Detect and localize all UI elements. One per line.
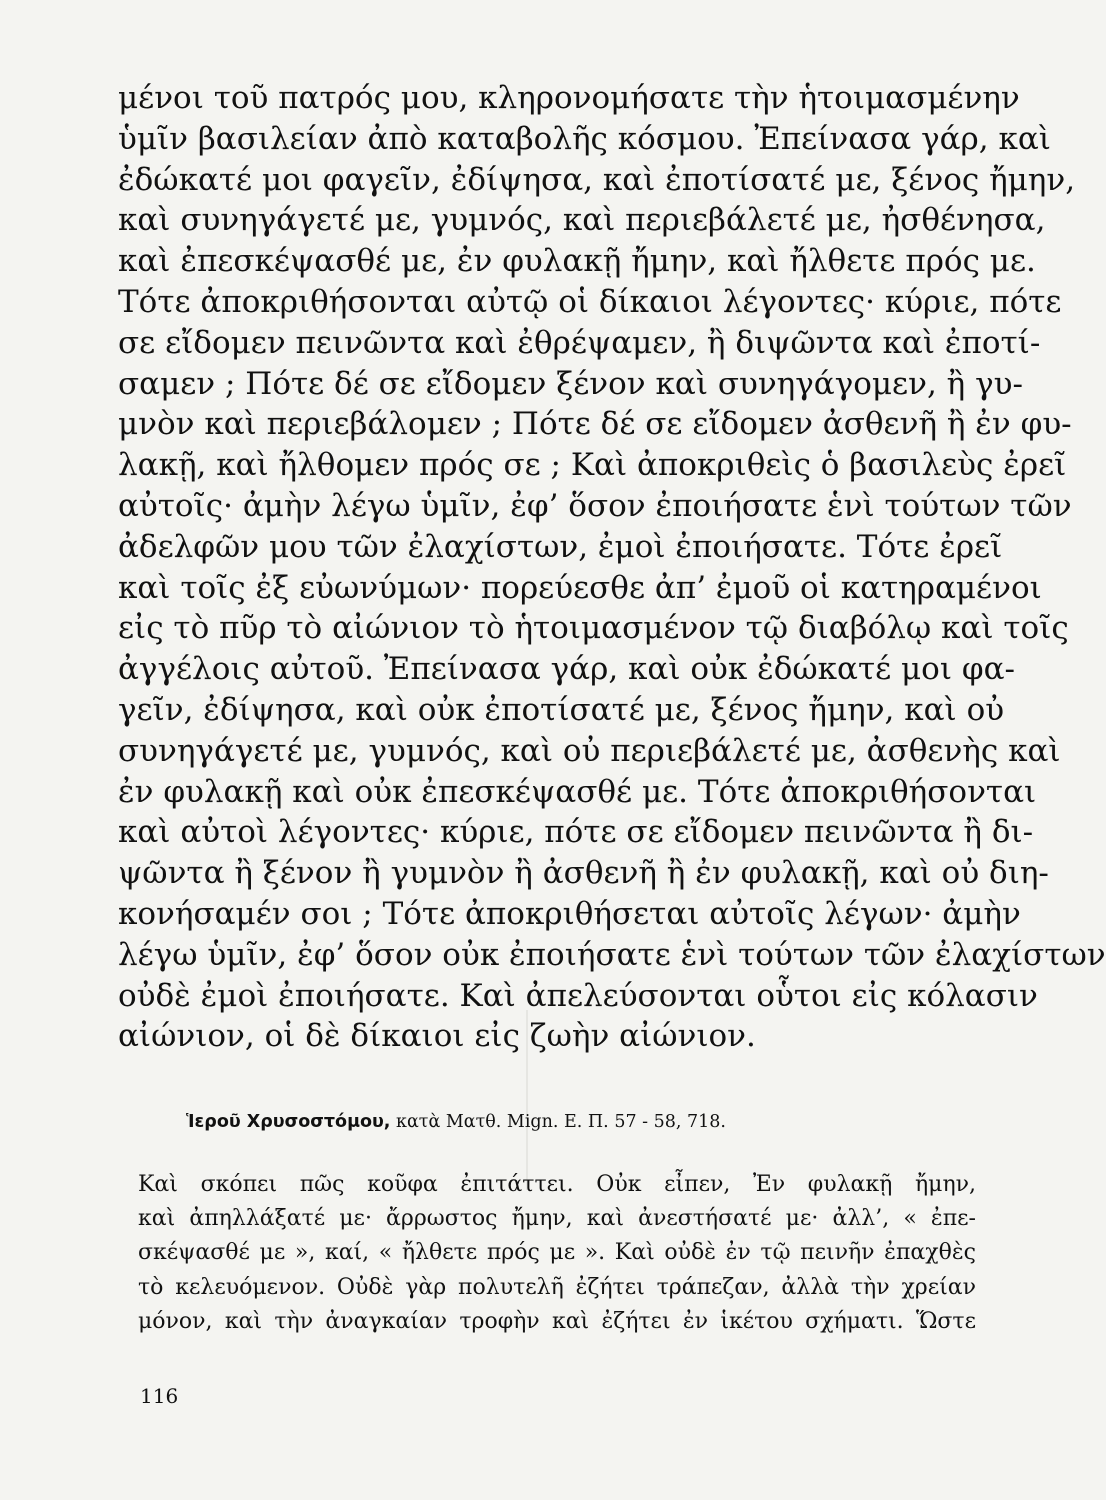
text-line: γεῖν, ἐδίψησα, καὶ οὐκ ἐποτίσατέ με, ξένος ἤμην, καὶ οὐ (118, 691, 1005, 728)
text-line: ἀδελφῶν μου τῶν ἐλαχίστων, ἐμοὶ ἐποιήσατε. Τότε ἐρεῖ (118, 528, 1003, 565)
text-line: εἰς τὸ πῦρ τὸ αἰώνιον τὸ ἡτοιμασμένον τῷ διαβόλῳ καὶ τοῖς (118, 610, 1069, 647)
commentary-line: Καὶ σκόπει πῶς κοῦφα ἐπιτάττει. Οὐκ εἶπεν, Ἐν φυλακῇ ἤμην, (138, 1172, 976, 1197)
page-number: 116 (140, 1384, 179, 1408)
text-line: αὐτοῖς· ἀμὴν λέγω ὑμῖν, ἐφ’ ὅσον ἐποιήσατε ἑνὶ τούτων τῶν (118, 487, 1072, 524)
text-line: ὑμῖν βασιλείαν ἀπὸ καταβολῆς κόσμου. Ἐπείνασα γάρ, καὶ (118, 120, 1051, 157)
text-line: καὶ αὐτοὶ λέγοντες· κύριε, πότε σε εἴδομεν πεινῶντα ἢ δι- (118, 814, 1034, 851)
text-line: κονήσαμέν σοι ; Τότε ἀποκριθήσεται αὐτοῖς λέγων· ἀμὴν (118, 895, 1021, 932)
commentary-passage (138, 1168, 976, 1339)
citation-reference: κατὰ Ματθ. Mign. E. Π. 57 - 58, 718. (396, 1112, 726, 1132)
commentary-line: μόνον, καὶ τὴν ἀναγκαίαν τροφὴν καὶ ἐζήτει ἐν ἱκέτου σχήματι. Ὥστε (138, 1308, 976, 1334)
text-line: οὐδὲ ἐμοὶ ἐποιήσατε. Καὶ ἀπελεύσονται οὗτοι εἰς κόλασιν (118, 977, 1038, 1014)
citation-author: Ἱεροῦ Χρυσοστόμου, (186, 1112, 391, 1132)
text-line: σε εἴδομεν πεινῶντα καὶ ἐθρέψαμεν, ἢ διψῶντα καὶ ἐποτί- (118, 324, 1041, 361)
text-line: Τότε ἀποκριθήσονται αὐτῷ οἱ δίκαιοι λέγοντες· κύριε, πότε (118, 283, 1062, 320)
text-line: καὶ τοῖς ἐξ εὐωνύμων· πορεύεσθε ἀπ’ ἐμοῦ οἱ κατηραμένοι (118, 569, 1042, 606)
text-line: συνηγάγετέ με, γυμνός, καὶ οὐ περιεβάλετέ με, ἀσθενὴς καὶ (118, 732, 1061, 769)
text-line: ἐν φυλακῇ καὶ οὐκ ἐπεσκέψασθέ με. Τότε ἀποκριθήσονται (118, 773, 1037, 810)
commentary-line: καὶ ἀπηλλάξατέ με· ἄρρωστος ἤμην, καὶ ἀνεστήσατέ με· ἀλλ’, « ἐπε- (138, 1206, 976, 1232)
text-line: αἰώνιον, οἱ δὲ δίκαιοι εἰς ζωὴν αἰώνιον. (118, 1018, 756, 1055)
text-line: καὶ ἐπεσκέψασθέ με, ἐν φυλακῇ ἤμην, καὶ ἤλθετε πρός με. (118, 243, 1036, 280)
source-citation (186, 1112, 726, 1132)
text-line: μνὸν καὶ περιεβάλομεν ; Πότε δέ σε εἴδομεν ἀσθενῆ ἢ ἐν φυ- (118, 406, 1072, 443)
text-line: καὶ συνηγάγετέ με, γυμνός, καὶ περιεβάλετέ με, ἠσθένησα, (118, 202, 1046, 239)
text-line: ψῶντα ἢ ξένον ἢ γυμνὸν ἢ ἀσθενῆ ἢ ἐν φυλακῇ, καὶ οὐ διη- (118, 855, 1049, 892)
text-line: μένοι τοῦ πατρός μου, κληρονομήσατε τὴν ἡτοιμασμένην (118, 80, 1020, 116)
text-line: ἐδώκατέ μοι φαγεῖν, ἐδίψησα, καὶ ἐποτίσατέ με, ξένος ἤμην, (118, 161, 1076, 198)
scripture-passage (118, 78, 1106, 1057)
text-line: λέγω ὑμῖν, ἐφ’ ὅσον οὐκ ἐποιήσατε ἑνὶ τούτων τῶν ἐλαχίστων (118, 936, 1106, 973)
commentary-line: σκέψασθέ με », καί, « ἤλθετε πρός με ». Καὶ οὐδὲ ἐν τῷ πεινῆν ἐπαχθὲς (138, 1240, 976, 1266)
text-line: σαμεν ; Πότε δέ σε εἴδομεν ξένον καὶ συνηγάγομεν, ἢ γυ- (118, 365, 1023, 402)
commentary-line: τὸ κελευόμενον. Οὐδὲ γὰρ πολυτελῆ ἐζήτει τράπεζαν, ἀλλὰ τὴν χρείαν (138, 1274, 976, 1300)
text-line: λακῇ, καὶ ἤλθομεν πρός σε ; Καὶ ἀποκριθεὶς ὁ βασιλεὺς ἐρεῖ (118, 447, 1067, 484)
text-line: ἀγγέλοις αὐτοῦ. Ἐπείνασα γάρ, καὶ οὐκ ἐδώκατέ μοι φα- (118, 651, 1015, 688)
